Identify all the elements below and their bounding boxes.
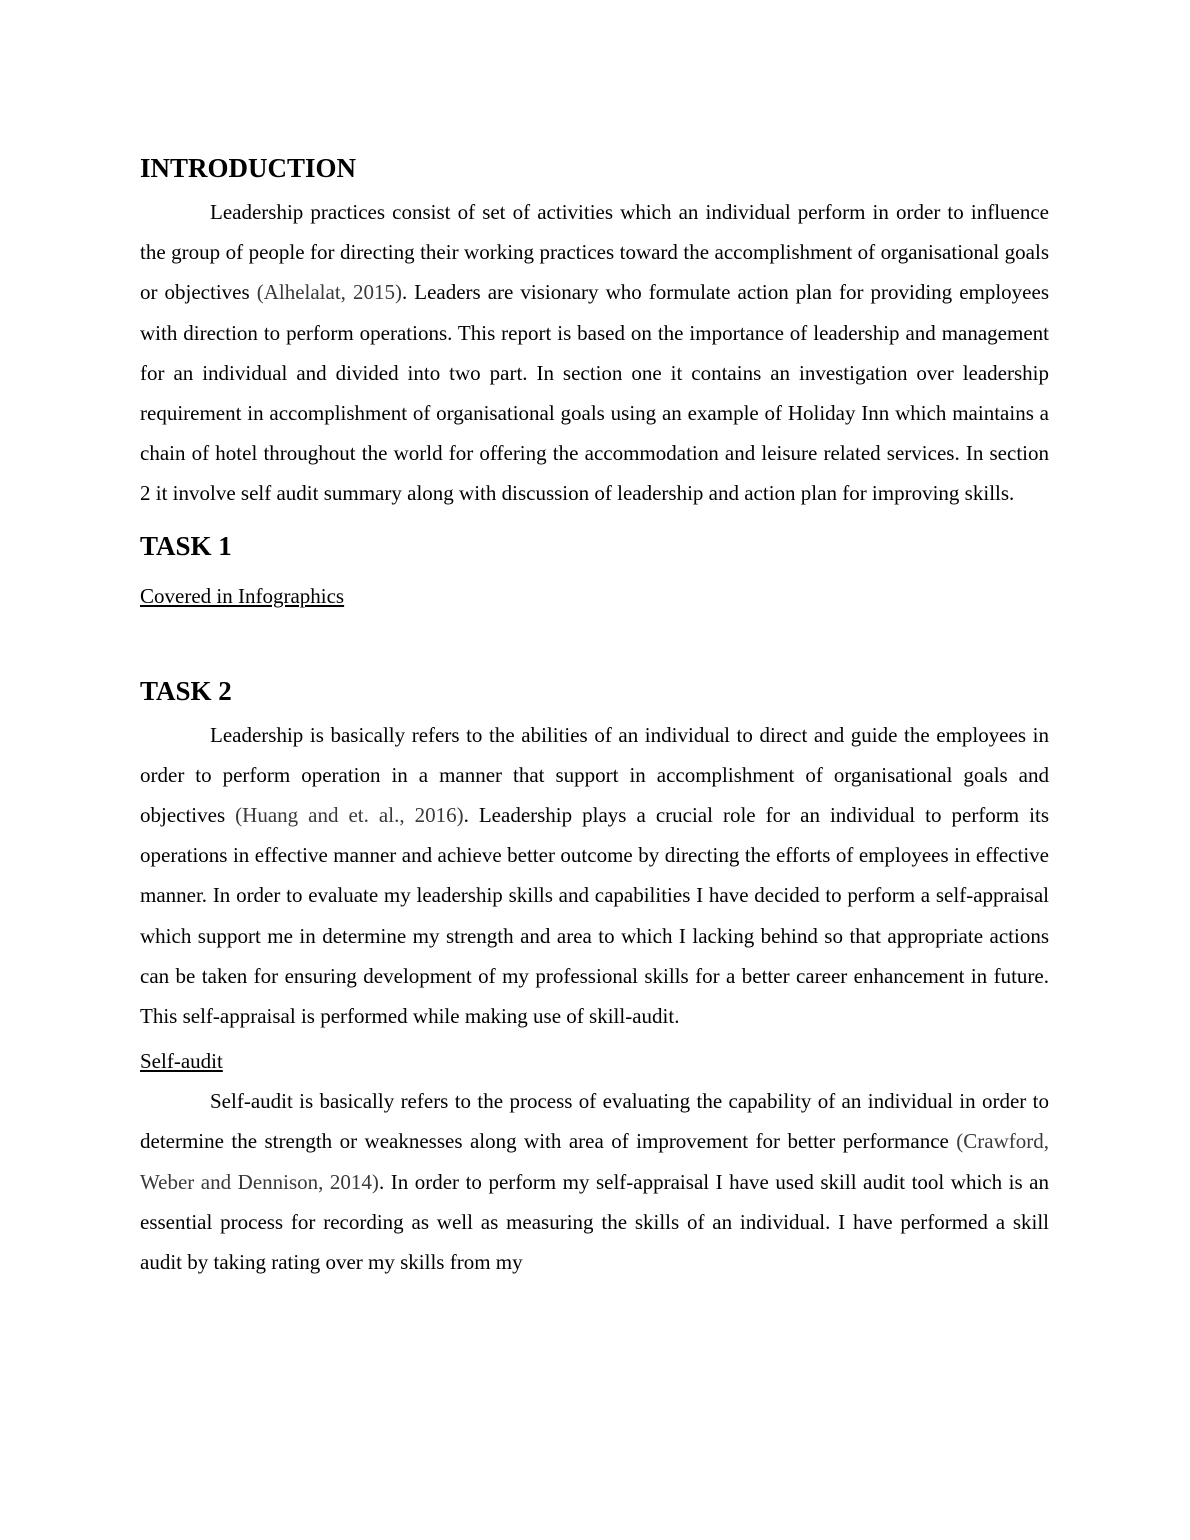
introduction-text-end: . Leaders are visionary who formulate action plan for providing employees with direction to perform operations. This report is based on the importance of leadership and management for an individual and divided into two part. In section one it contains an investigation over leadership requirement in accomplishment of organisational goals using an example of Holiday Inn which maintains a chain of hotel throughout the world for offering the accommodation and leisure related services. In section 2 it involve self audit summary along with discussion of leadership and action plan for improving skills. [140,280,1050,506]
self-audit-text-end: . In order to perform my self-appraisal I have used skill audit tool which is an essential process for recording as well as measuring the skills of an individual. I have performed a skill audit by taking rating over my skills from my [140,1169,1049,1275]
self-audit-text-start: Self-audit is basically refers to the process of evaluating the capability of an individual in order to determine the strength or weaknesses along with area of improvement for better performance [140,1089,1049,1154]
introduction-text-start: Leadership practices consist of set of activities which an individual perform in order to influence the group of people for directing their working practices toward the accomplishment of organisational goals or objectives [140,200,1049,305]
task1-heading: TASK 1 [140,530,232,561]
self-audit-heading: Self-audit [140,1049,223,1074]
task2-paragraph [140,715,1049,1037]
task2-heading: TASK 2 [140,675,232,706]
introduction-citation: (Alhelalat, 2015) [256,280,402,305]
document-page [140,148,1049,1282]
self-audit-paragraph [140,1081,1049,1282]
introduction-paragraph [140,192,1049,514]
task1-infographics-link[interactable]: Covered in Infographics [140,583,345,608]
task2-citation: (Huang and et. al., 2016) [235,803,464,828]
task2-text-end: . Leadership plays a crucial role for an individual to perform its operations in effective manner and achieve better outcome by directing the efforts of employees in effective manner. In order to evaluate my leadership skills and capabilities I have decided to perform a self-appraisal which support me in determine my strength and area to which I lacking behind so that appropriate actions can be taken for ensuring development of my professional skills for a better career enhancement in future. This self-appraisal is performed while making use of skill-audit. [140,803,1049,1029]
task2-text-start: Leadership is basically refers to the abilities of an individual to direct and guide the employees in order to perform operation in a manner that support in accomplishment of organisational goals and objectives [140,722,1049,828]
self-audit-citation: (Crawford, Weber and Dennison, 2014) [140,1129,1049,1194]
introduction-heading: INTRODUCTION [140,153,357,183]
